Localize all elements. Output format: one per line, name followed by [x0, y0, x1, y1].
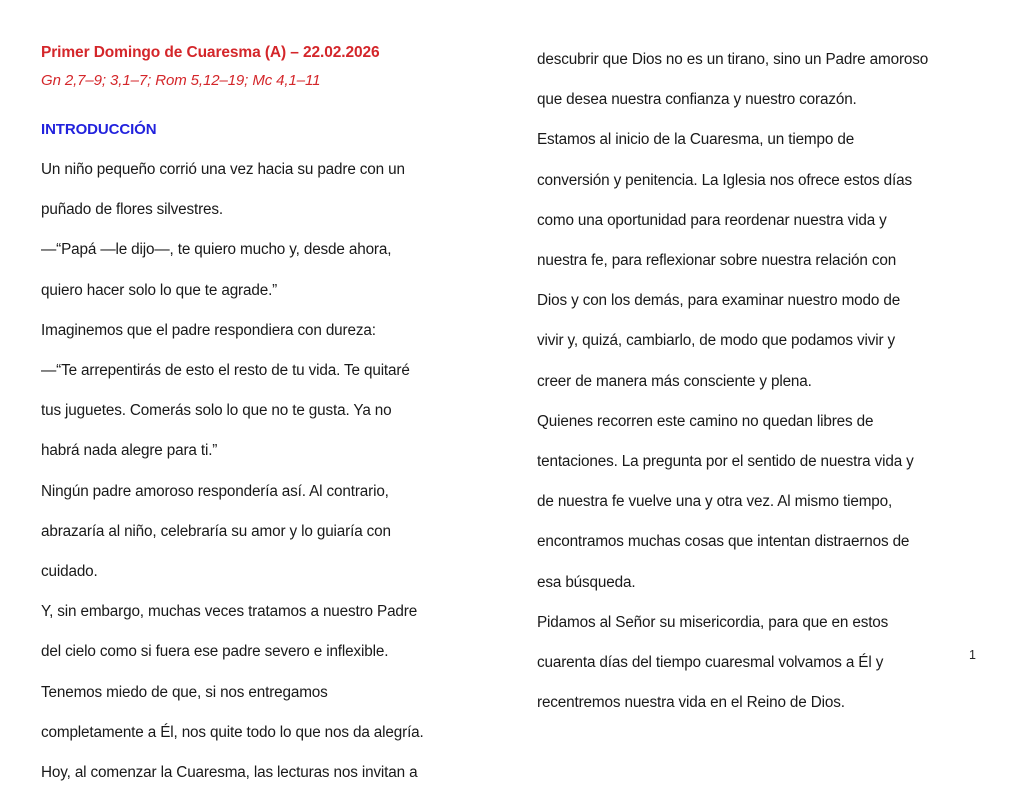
document-title: Primer Domingo de Cuaresma (A) – 22.02.2026: [41, 44, 380, 61]
page-number: 1: [969, 648, 976, 662]
body-line: abrazaría al niño, celebraría su amor y lo guiaría con: [41, 522, 391, 540]
body-line: encontramos muchas cosas que intentan distraernos de: [537, 533, 910, 551]
body-line: de nuestra fe vuelve una y otra vez. Al mismo tiempo,: [537, 493, 893, 511]
body-line: Dios y con los demás, para examinar nuestro modo de: [537, 292, 901, 310]
body-line: nuestra fe, para reflexionar sobre nuestra relación con: [537, 252, 897, 270]
body-line: Estamos al inicio de la Cuaresma, un tiempo de: [537, 131, 855, 149]
section-heading-introduccion: INTRODUCCIÓN: [41, 121, 157, 138]
body-line: del cielo como si fuera ese padre severo e inflexible.: [41, 643, 389, 661]
body-line: vivir y, quizá, cambiarlo, de modo que podamos vivir y: [537, 332, 896, 350]
body-line: Imaginemos que el padre respondiera con dureza:: [41, 321, 376, 339]
body-line: recentremos nuestra vida en el Reino de Dios.: [537, 694, 845, 712]
body-line: cuarenta días del tiempo cuaresmal volvamos a Él y: [537, 654, 884, 672]
left-column-body: [41, 150, 489, 793]
body-line: Tenemos miedo de que, si nos entregamos: [41, 683, 328, 701]
body-line: habrá nada alegre para ti.”: [41, 442, 218, 460]
body-line: cuidado.: [41, 563, 98, 581]
body-line: creer de manera más consciente y plena.: [537, 372, 812, 390]
body-line: como una oportunidad para reordenar nuestra vida y: [537, 211, 887, 229]
body-line: puñado de flores silvestres.: [41, 201, 224, 219]
body-line: Ningún padre amoroso respondería así. Al contrario,: [41, 482, 389, 500]
body-line: Hoy, al comenzar la Cuaresma, las lecturas nos invitan a: [41, 764, 418, 782]
body-line: Pidamos al Señor su misericordia, para que en estos: [537, 613, 889, 631]
body-line: descubrir que Dios no es un tirano, sino un Padre amoroso: [537, 51, 929, 68]
body-line: conversión y penitencia. La Iglesia nos ofrece estos días: [537, 171, 912, 189]
body-line: Quienes recorren este camino no quedan libres de: [537, 412, 874, 430]
body-line: Un niño pequeño corrió una vez hacia su padre con un: [41, 161, 405, 178]
scripture-readings: Gn 2,7–9; 3,1–7; Rom 5,12–19; Mc 4,1–11: [41, 72, 321, 89]
body-line: quiero hacer solo lo que te agrade.”: [41, 281, 278, 299]
body-line: —“Te arrepentirás de esto el resto de tu vida. Te quitaré: [41, 362, 410, 380]
left-text-column: [41, 40, 489, 793]
right-column-body: [537, 40, 989, 723]
right-text-column: [537, 40, 989, 723]
body-line: tentaciones. La pregunta por el sentido de nuestra vida y: [537, 453, 914, 471]
body-line: tus juguetes. Comerás solo lo que no te gusta. Ya no: [41, 402, 392, 420]
body-line: Y, sin embargo, muchas veces tratamos a nuestro Padre: [41, 603, 418, 621]
body-line: que desea nuestra confianza y nuestro corazón.: [537, 91, 857, 109]
body-line: —“Papá —le dijo—, te quiero mucho y, desde ahora,: [41, 241, 392, 259]
body-line: esa búsqueda.: [537, 573, 636, 591]
body-line: completamente a Él, nos quite todo lo que nos da alegría.: [41, 723, 424, 741]
